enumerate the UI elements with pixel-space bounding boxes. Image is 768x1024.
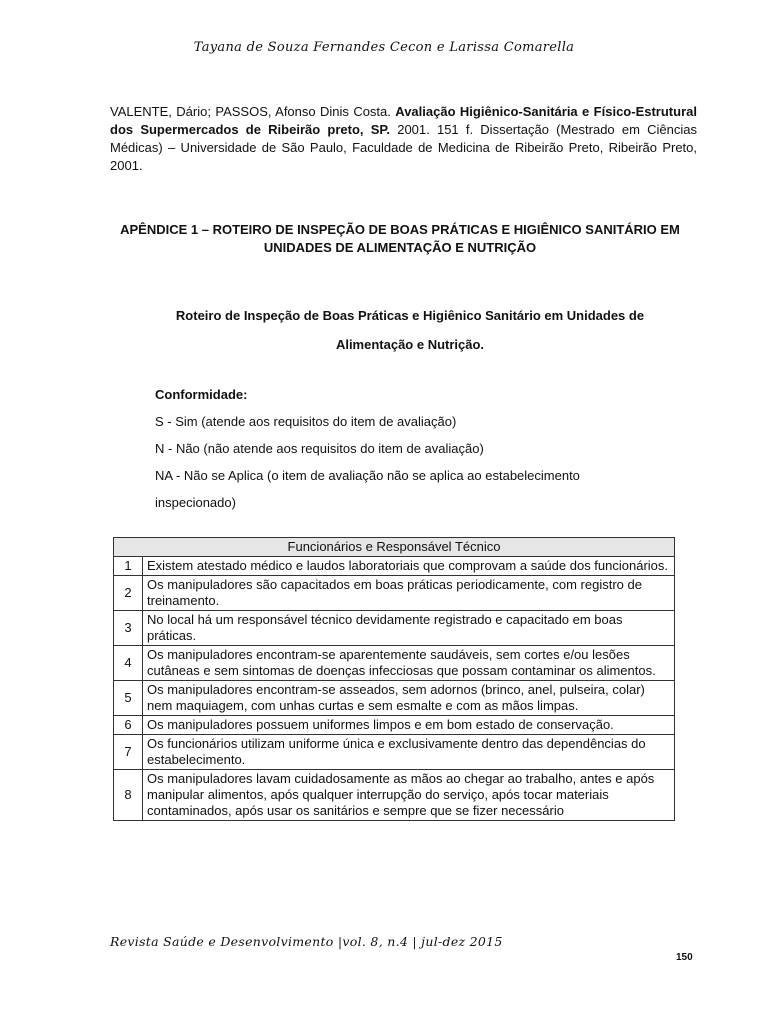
table-row bbox=[114, 646, 675, 681]
item-number: 1 bbox=[114, 557, 143, 576]
subtitle-line-1: Roteiro de Inspeção de Boas Práticas e Higiênico Sanitário em Unidades de bbox=[175, 308, 645, 323]
table-row bbox=[114, 576, 675, 611]
conformity-item-nao: N - Não (não atende aos requisitos do item de avaliação) bbox=[155, 441, 484, 456]
reference-title: Avaliação Higiênico-Sanitária e Físico-Estrutural dos Supermercados de Ribeirão preto, SP. bbox=[110, 104, 697, 137]
conformity-item-sim: S - Sim (atende aos requisitos do item de avaliação) bbox=[155, 414, 457, 429]
item-text: Os funcionários utilizam uniforme única e exclusivamente dentro das dependências do estabelecimento. bbox=[143, 735, 675, 770]
item-text: No local há um responsável técnico devidamente registrado e capacitado em boas práticas. bbox=[143, 611, 675, 646]
inspection-checklist-table bbox=[113, 537, 675, 821]
conformity-item-na-continued: inspecionado) bbox=[155, 495, 236, 510]
table-header-row bbox=[114, 538, 675, 557]
table-row bbox=[114, 681, 675, 716]
item-number: 6 bbox=[114, 716, 143, 735]
reference-authors: VALENTE, Dário; PASSOS, Afonso Dinis Costa. bbox=[110, 104, 391, 119]
item-number: 4 bbox=[114, 646, 143, 681]
table-row bbox=[114, 735, 675, 770]
item-number: 3 bbox=[114, 611, 143, 646]
running-header-author: Tayana de Souza Fernandes Cecon e Larissa Comarella bbox=[193, 40, 575, 55]
conformity-title: Conformidade: bbox=[155, 387, 248, 402]
item-text: Os manipuladores lavam cuidadosamente as mãos ao chegar ao trabalho, antes e após manipular alimentos, após qualquer interrupção do serviço, após tocar materiais contaminados, após usar os sanitários e sempre que se fizer necessário bbox=[143, 770, 675, 821]
item-number: 7 bbox=[114, 735, 143, 770]
item-text: Os manipuladores encontram-se asseados, sem adornos (brinco, anel, pulseira, colar) nem maquiagem, com unhas curtas e sem esmalte e com as mãos limpas. bbox=[143, 681, 675, 716]
table-row bbox=[114, 770, 675, 821]
subtitle-line-2: Alimentação e Nutrição. bbox=[335, 337, 485, 352]
item-number: 5 bbox=[114, 681, 143, 716]
item-text: Existem atestado médico e laudos laboratoriais que comprovam a saúde dos funcionários. bbox=[143, 557, 675, 576]
item-number: 2 bbox=[114, 576, 143, 611]
appendix-title-line-1: APÊNDICE 1 – ROTEIRO DE INSPEÇÃO DE BOAS PRÁTICAS E HIGIÊNICO SANITÁRIO EM bbox=[120, 222, 680, 237]
table-row bbox=[114, 716, 675, 735]
table-section-header: Funcionários e Responsável Técnico bbox=[114, 538, 675, 557]
appendix-title-line-2: UNIDADES DE ALIMENTAÇÃO E NUTRIÇÃO bbox=[263, 240, 537, 255]
page-number: 150 bbox=[676, 952, 693, 963]
item-text: Os manipuladores encontram-se aparentemente saudáveis, sem cortes e/ou lesões cutâneas e sem sintomas de doenças infecciosas que possam contaminar os alimentos. bbox=[143, 646, 675, 681]
checklist-subtitle bbox=[140, 301, 680, 359]
item-text: Os manipuladores são capacitados em boas práticas periodicamente, com registro de treinamento. bbox=[143, 576, 675, 611]
table-row bbox=[114, 557, 675, 576]
appendix-title bbox=[100, 221, 700, 257]
conformity-legend bbox=[155, 381, 685, 516]
table-row bbox=[114, 611, 675, 646]
bibliographic-reference bbox=[110, 103, 697, 175]
reference-details: 2001. 151 f. Dissertação (Mestrado em Ciências Médicas) – Universidade de São Paulo, Faculdade de Medicina de Ribeirão Preto, Ribeirão Preto, 2001. bbox=[110, 122, 697, 173]
item-text: Os manipuladores possuem uniformes limpos e em bom estado de conservação. bbox=[143, 716, 675, 735]
conformity-item-na: NA - Não se Aplica (o item de avaliação não se aplica ao estabelecimento bbox=[155, 468, 580, 483]
running-footer-journal: Revista Saúde e Desenvolvimento |vol. 8, n.4 | jul-dez 2015 bbox=[110, 934, 503, 949]
item-number: 8 bbox=[114, 770, 143, 821]
